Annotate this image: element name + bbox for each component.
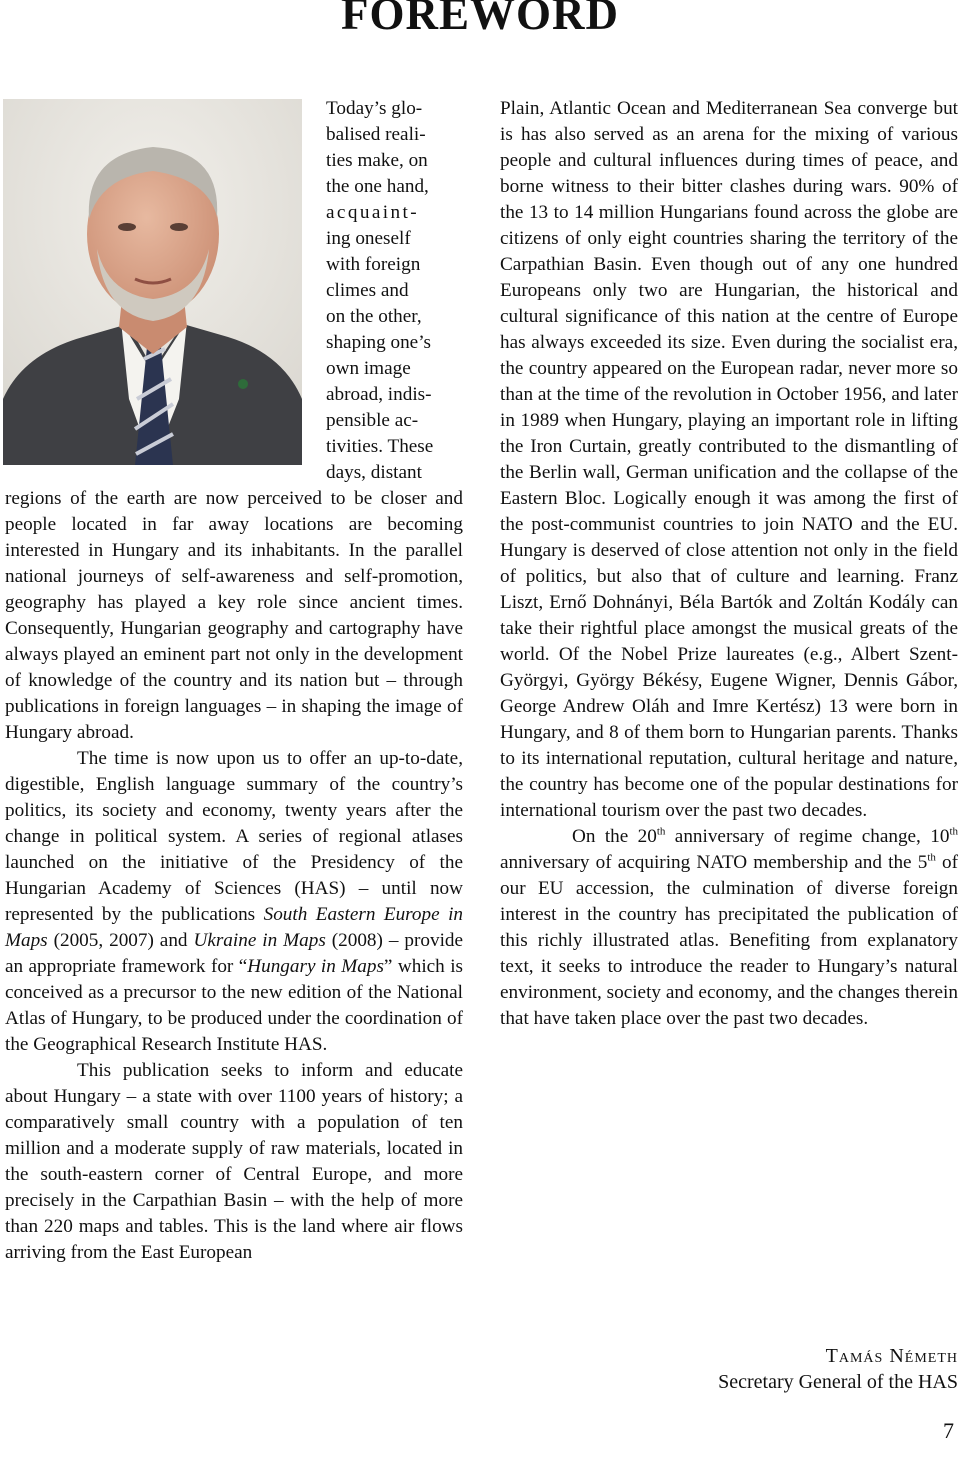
text-run: of our EU accession, the culmination of diverse foreign interest in the country has precipitated the publication of this richly illustrated atlas. Benefiting from explanatory text, it seeks to introduce the reader to Hungary’s natural environment, society and economy, and the changes therein that have taken place over the past two decades. xyxy=(500,852,958,1029)
intro-line: ing oneself xyxy=(326,228,411,249)
page-title: FOREWORD xyxy=(341,0,619,39)
text-run: anniversary of acquiring NATO membership and the 5 xyxy=(500,852,928,873)
text-run: anniversary of regime change, 10 xyxy=(665,826,950,847)
atlas-title: Ukraine in Maps xyxy=(193,930,326,951)
left-column xyxy=(5,96,463,1266)
intro-wrap-text xyxy=(326,96,463,486)
intro-line: shaping one’s xyxy=(326,332,431,353)
intro-line: ties make, on xyxy=(326,150,428,171)
text-run: On the 20 xyxy=(572,826,657,847)
signature-name: Tamás Németh xyxy=(825,1345,958,1367)
atlas-title: Hungary in Maps xyxy=(247,956,384,977)
intro-line: own image xyxy=(326,358,411,379)
text-run: ” which is conceived as a precursor to the new edition of the National Atlas of Hungary, to be produced under the coordination of the Geographical Research Institute HAS. xyxy=(5,956,463,1055)
text-run: (2008) – provide an appropriate framework for “ xyxy=(5,930,464,977)
intro-line: on the other, xyxy=(326,306,422,327)
intro-line: acquaint- xyxy=(326,202,419,223)
right-column xyxy=(500,96,958,1032)
page-number: 7 xyxy=(943,1418,954,1443)
intro-line: with foreign xyxy=(326,254,421,275)
intro-line: days, distant xyxy=(326,462,422,483)
paragraph-1-continuation: regions of the earth are now perceived to be closer and people located in far away locations are becoming interested in Hungary and its inhabitants. In the parallel national journeys of self-awareness and self-promotion, geography has played a key role since ancient times. Consequently, Hungarian geography and cartography have always played an eminent part not only in the development of knowledge of the country and its nation but – through publications in foreign languages – in shaping the image of Hungary abroad. xyxy=(5,488,463,743)
ordinal-suffix: th xyxy=(656,825,666,838)
paragraph-5 xyxy=(500,824,958,1032)
signature-role: Secretary General of the HAS xyxy=(718,1371,958,1393)
ordinal-suffix: th xyxy=(927,851,936,864)
text-run: The time is now upon us to offer an up-to-date, digestible, English language summary of the country’s politics, its society and economy, twenty years after the change in political system. A series of regional atlases launched on the initiative of the Presidency of the Hungarian Academy of Sciences (HAS) – until now represented by the publications xyxy=(5,748,463,925)
ordinal-suffix: th xyxy=(949,825,958,838)
paragraph-2 xyxy=(5,746,463,1058)
intro-line: Today’s glo- xyxy=(326,98,423,119)
intro-line: the one hand, xyxy=(326,176,429,197)
intro-line: tivities. These xyxy=(326,436,434,457)
text-run: (2005, 2007) and xyxy=(47,930,194,951)
intro-line: climes and xyxy=(326,280,409,301)
intro-line: balised reali- xyxy=(326,124,426,145)
intro-line: pensible ac- xyxy=(326,410,419,431)
paragraph-4: Plain, Atlantic Ocean and Mediterranean Sea converge but is has also served as an arena for the mixing of various people and cultural influences during times of peace, and borne witness to their bitter clashes during wars. 90% of the 13 to 14 million Hungarians found across the globe are citizens of only eight countries sharing the territory of the Carpathian Basin. Even though out of any one hundred Europeans only two are Hungarian, the historical and cultural significance of this nation at the centre of Europe has always exceeded its size. Even during the socialist era, the country appeared on the European radar, never more so than at the time of the revolution in October 1956, and later in 1989 when Hungary, playing an important role in lifting the Iron Curtain, greatly contributed to the dismantling of the Berlin wall, German unification and the collapse of the Eastern Bloc. Logically enough it was among the first of the post-communist countries to join NATO and the EU. Hungary is deserved of close attention not only in the field of politics, but also that of culture and learning. Franz Liszt, Ernő Dohnányi, Béla Bartók and Zoltán Kodály can take their rightful place amongst the musical greats of the world. Of the Nobel Prize laureates (e.g., Albert Szent-Györgyi, György Békésy, Eugene Wigner, Dennis Gábor, George Andrew Oláh and Imre Kertész) 13 were born in Hungary, and 8 of them born to Hungarian parents. Thanks to its international reputation, cultural heritage and nature, the country has become one of the popular destinations for international tourism over the past two decades. xyxy=(500,98,958,821)
paragraph-3: This publication seeks to inform and educate about Hungary – a state with over 1100 years of history; a comparatively small country with a population of ten million and a moderate supply of raw materials, located in the south-eastern corner of Central Europe, and more precisely in the Carpathian Basin – with the help of more than 220 maps and tables. This is the land where air flows arriving from the East European xyxy=(5,1060,463,1263)
intro-line: abroad, indis- xyxy=(326,384,432,405)
atlas-title: South Eastern Europe in Maps xyxy=(5,904,463,951)
